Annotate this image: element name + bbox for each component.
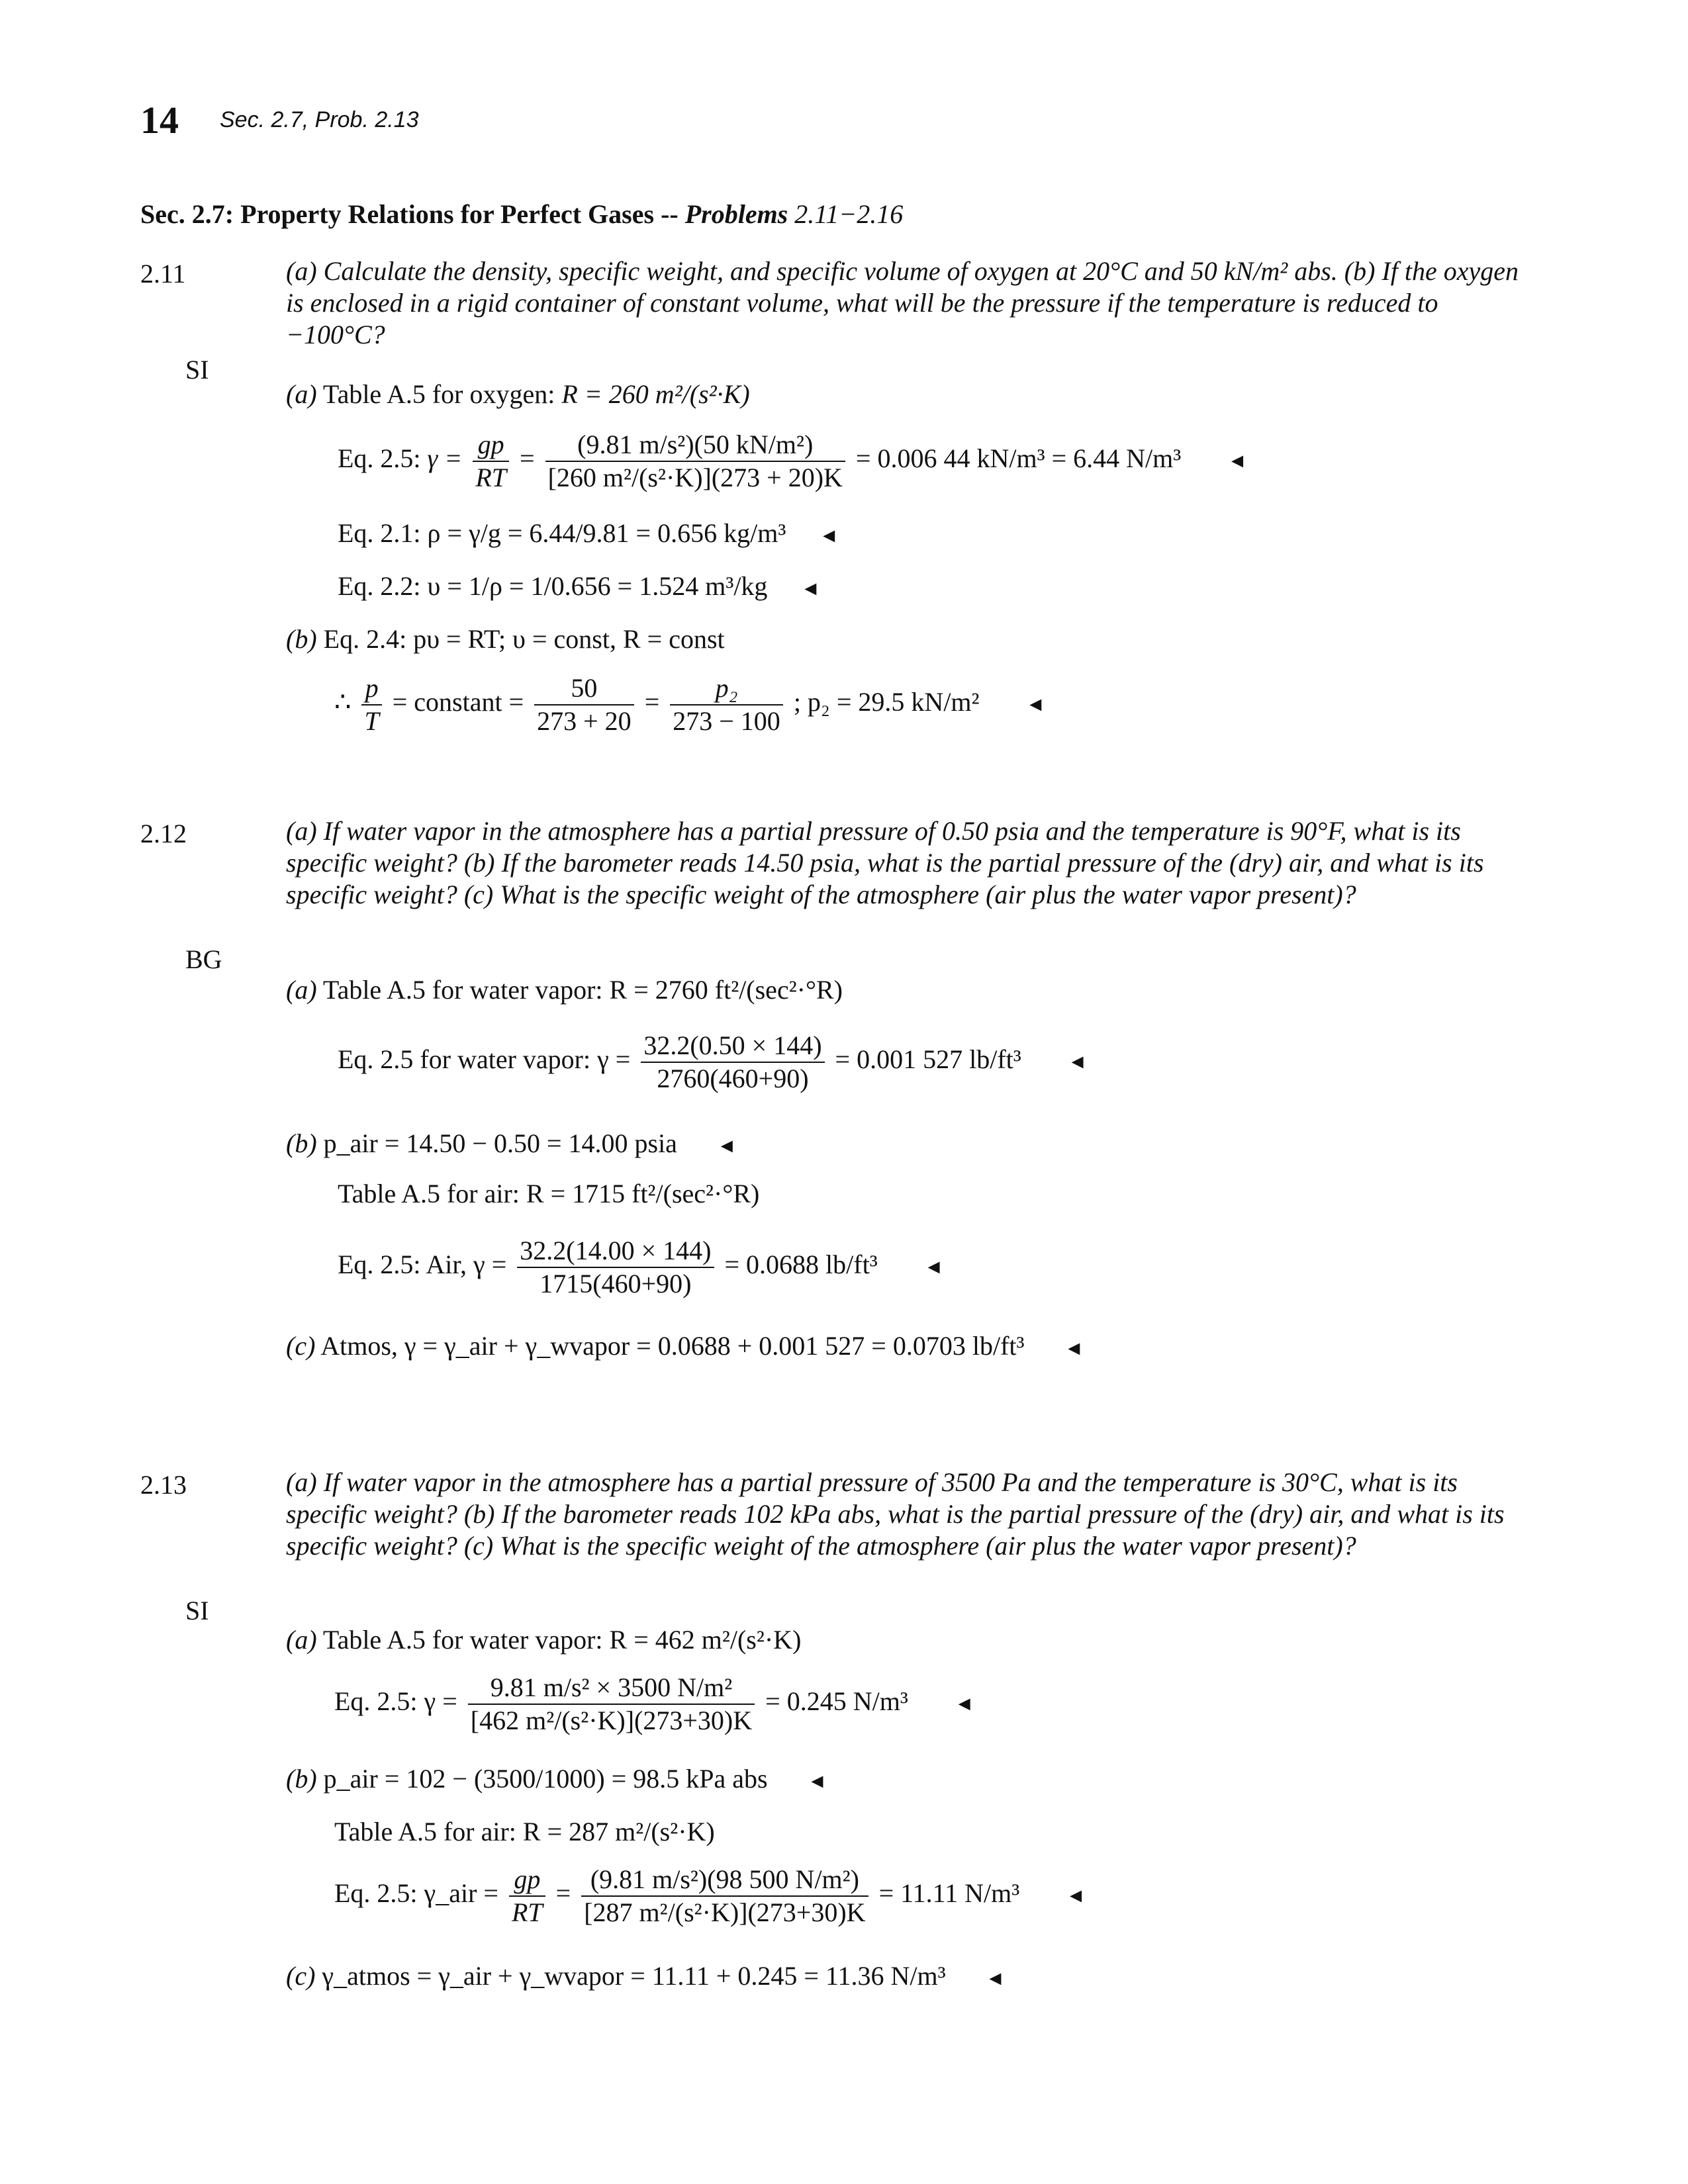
fraction-final	[670, 672, 783, 737]
part-label: (b)	[286, 624, 317, 654]
part-label: (a)	[286, 1625, 317, 1655]
eq-result: ; p₂ = 29.5 kN/m²	[793, 687, 980, 717]
page-number: 14	[140, 99, 179, 142]
numerator: p₂	[670, 672, 783, 705]
part-a-2-11	[286, 379, 750, 410]
fraction-values	[468, 1672, 755, 1737]
eq-label: Eq. 2.5: γ =	[334, 1686, 457, 1717]
part-label: (b)	[286, 1764, 317, 1794]
table-air-2-12: Table A.5 for air: R = 1715 ft²/(sec²·°R)	[338, 1179, 760, 1208]
answer-marker: ◄	[800, 578, 821, 600]
part-text: Atmos, γ = γ_air + γ_wvapor = 0.0688 + 0.001 527 = 0.0703 lb/ft³	[320, 1331, 1025, 1361]
eq-result: = 0.0688 lb/ft³	[724, 1250, 878, 1280]
fraction-values	[545, 429, 845, 494]
eq-result: = 0.245 N/m³	[765, 1686, 908, 1717]
part-label: (c)	[286, 1961, 316, 1991]
eq22-2-11	[338, 570, 820, 602]
numerator: 9.81 m/s² × 3500 N/m²	[468, 1672, 755, 1705]
fraction-initial	[534, 672, 634, 737]
eq25-2-13-b	[334, 1864, 1086, 1929]
answer-marker: ◄	[1066, 1885, 1086, 1907]
problem-number-2-12: 2.12	[140, 819, 187, 848]
part-text: Table A.5 for oxygen:	[322, 379, 555, 409]
part-a-2-13	[286, 1624, 801, 1655]
part-b-2-12	[286, 1128, 737, 1159]
part-label: (c)	[286, 1331, 316, 1361]
part-c-2-13	[286, 1960, 1005, 1991]
eq-label: Eq. 2.5 for water vapor: γ =	[338, 1044, 631, 1075]
gas-constant: R = 260 m²/(s²·K)	[561, 379, 750, 409]
denominator: T	[364, 706, 379, 736]
part-text: p_air = 102 − (3500/1000) = 98.5 kPa abs	[323, 1764, 768, 1794]
part-c-2-12	[286, 1330, 1084, 1361]
section-range: 2.11−2.16	[794, 199, 904, 229]
denominator: 273 + 20	[537, 706, 632, 736]
ratio-eq-2-11	[334, 672, 1045, 737]
part-text: Table A.5 for water vapor: R = 462 m²/(s²·K)	[322, 1625, 802, 1655]
answer-marker: ◄	[1227, 450, 1247, 473]
section-problems-word: Problems	[684, 199, 788, 229]
eq21-2-11	[338, 518, 839, 549]
part-label: (a)	[286, 975, 317, 1005]
problem-statement-2-11: (a) Calculate the density, specific weight, and specific volume of oxygen at 20°C and 50 kN/m² abs. (b) If the oxygen is enclosed in a rigid container of constant volume, what will be the pressure if the temperature is reduced to −100°C?	[286, 256, 1519, 349]
answer-marker: ◄	[819, 525, 839, 547]
fraction-gp-rt	[509, 1864, 545, 1929]
eq-label: Eq. 2.1:	[338, 518, 421, 548]
numerator: 50	[534, 672, 634, 705]
numerator: (9.81 m/s²)(50 kN/m²)	[545, 429, 845, 462]
numerator: p	[361, 672, 381, 705]
answer-marker: ◄	[1067, 1051, 1088, 1073]
eq25-2-12-b	[338, 1235, 943, 1300]
answer-marker: ◄	[954, 1693, 974, 1715]
unit-tag-2-11: SI	[185, 355, 209, 385]
part-text: p_air = 14.50 − 0.50 = 14.00 psia	[323, 1128, 677, 1158]
numerator: 32.2(0.50 × 144)	[641, 1030, 824, 1063]
eq-result: = 11.11 N/m³	[878, 1878, 1020, 1909]
denominator: [260 m²/(s²·K)](273 + 20)K	[547, 463, 843, 492]
eq25-2-13-a	[334, 1672, 974, 1737]
denominator: 1715(460+90)	[539, 1269, 692, 1298]
eq-result: = 0.001 527 lb/ft³	[835, 1044, 1021, 1075]
denominator: 2760(460+90)	[657, 1064, 809, 1093]
answer-marker: ◄	[716, 1135, 737, 1157]
answer-marker: ◄	[985, 1968, 1006, 1989]
part-text: γ_atmos = γ_air + γ_wvapor = 11.11 + 0.245 = 11.36 N/m³	[322, 1961, 946, 1991]
eq25-2-11	[338, 429, 1247, 494]
eq-mid: = constant =	[392, 687, 524, 717]
fraction-p-t	[361, 672, 381, 737]
section-dash: --	[661, 199, 679, 229]
fraction-values	[517, 1235, 714, 1300]
table-air-2-13: Table A.5 for air: R = 287 m²/(s²·K)	[334, 1817, 715, 1846]
answer-marker: ◄	[807, 1770, 827, 1792]
numerator: 32.2(14.00 × 144)	[517, 1235, 714, 1268]
denominator: [287 m²/(s²·K)](273+30)K	[584, 1897, 866, 1927]
fraction-values	[641, 1030, 824, 1095]
problem-statement-2-13: (a) If water vapor in the atmosphere has a partial pressure of 3500 Pa and the temperature is 30°C, what is its specific weight? (b) If the barometer reads 102 kPa abs, what is the partial pressure of the (dry) air, and what is its specific weight? (c) What is the specific weight of the atmosphere (air plus the water vapor present)?	[286, 1467, 1505, 1561]
answer-marker: ◄	[923, 1256, 944, 1279]
equals: =	[644, 687, 660, 717]
running-head: Sec. 2.7, Prob. 2.13	[220, 107, 419, 132]
part-label: (a)	[286, 379, 317, 409]
section-title-text: Property Relations for Perfect Gases	[240, 199, 655, 229]
eq-label: Eq. 2.5: Air, γ =	[338, 1250, 507, 1280]
fraction-gp-rt	[473, 429, 509, 494]
eq-body: ρ = γ/g = 6.44/9.81 = 0.656 kg/m³	[427, 518, 786, 548]
eq-label: Eq. 2.5: γ_air =	[334, 1878, 498, 1909]
denominator: [462 m²/(s²·K)](273+30)K	[470, 1706, 753, 1735]
problem-statement-2-12: (a) If water vapor in the atmosphere has a partial pressure of 0.50 psia and the temperature is 90°F, what is its specific weight? (b) If the barometer reads 14.50 psia, what is the partial pressure of the (dry) air, and what is its specific weight? (c) What is the specific weight of the atmosphere (air plus the water vapor present)?	[286, 816, 1484, 909]
part-label: (b)	[286, 1128, 317, 1158]
eq-result: = 0.006 44 kN/m³ = 6.44 N/m³	[855, 443, 1182, 474]
eq25-2-12-a	[338, 1030, 1087, 1095]
equals: =	[520, 443, 535, 474]
denominator: 273 − 100	[673, 706, 780, 736]
unit-tag-2-12: BG	[185, 944, 222, 974]
problem-number-2-13: 2.13	[140, 1470, 187, 1500]
eq-body: υ = 1/ρ = 1/0.656 = 1.524 m³/kg	[427, 571, 768, 601]
therefore-sign: ∴	[334, 687, 352, 717]
part-b-2-13	[286, 1763, 827, 1794]
fraction-values	[581, 1864, 868, 1929]
eq-lhs: γ =	[427, 443, 463, 474]
numerator: (9.81 m/s²)(98 500 N/m²)	[581, 1864, 868, 1897]
denominator: RT	[475, 463, 506, 492]
unit-tag-2-13: SI	[185, 1596, 209, 1625]
numerator: gp	[509, 1864, 545, 1897]
answer-marker: ◄	[1064, 1338, 1084, 1359]
section-title	[140, 199, 903, 230]
part-text: Eq. 2.4: pυ = RT; υ = const, R = const	[323, 624, 725, 654]
denominator: RT	[511, 1897, 543, 1927]
part-a-2-12	[286, 974, 843, 1005]
answer-marker: ◄	[1025, 694, 1046, 716]
problem-number-2-11: 2.11	[140, 259, 186, 289]
eq-label: Eq. 2.2:	[338, 571, 421, 601]
section-label: Sec. 2.7:	[140, 199, 234, 229]
part-text: Table A.5 for water vapor: R = 2760 ft²/(sec²·°R)	[322, 975, 843, 1005]
eq-label: Eq. 2.5:	[338, 443, 421, 474]
numerator: gp	[473, 429, 509, 462]
equals: =	[555, 1878, 571, 1909]
part-b-2-11	[286, 623, 725, 655]
